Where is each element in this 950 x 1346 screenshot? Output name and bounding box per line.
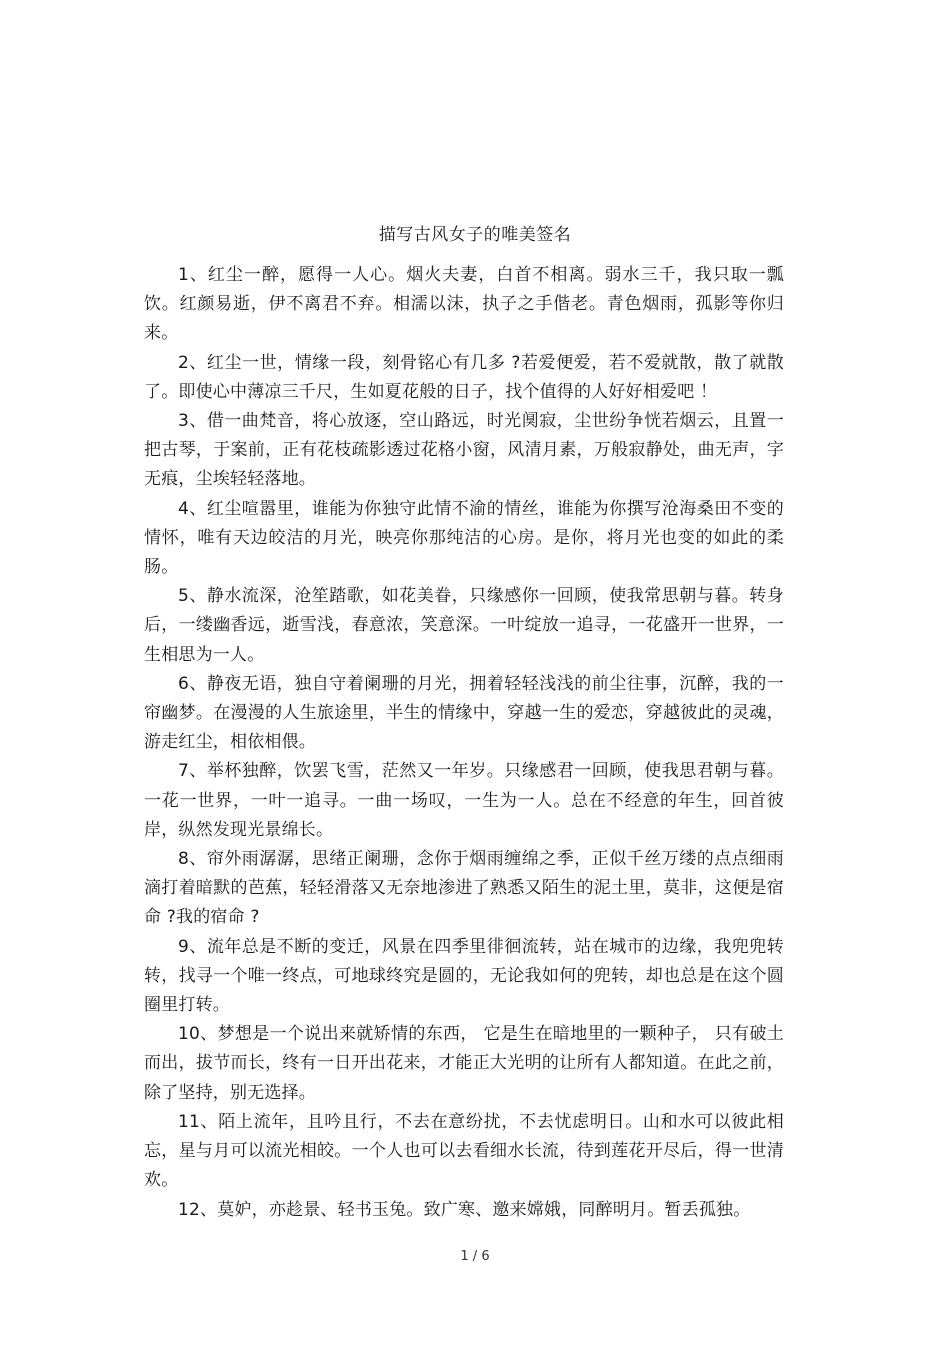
paragraph-12: 12、莫妒，亦趁景、轻书玉兔。致广寒、邀来嫦娥，同醉明月。暂丢孤独。 <box>178 1199 751 1220</box>
paragraph-7: 7、举杯独醉，饮罢飞雪，茫然又一年岁。只缘感君一回顾，使我思君朝与暮。一花一世界，一叶一追寻。一曲一场叹，一生为一人。总在不经意的年生，回首彼岸，纵然发现光景绵长。 <box>144 761 784 840</box>
paragraph-1: 1、红尘一醉，愿得一人心。烟火夫妻，白首不相离。弱水三千，我只取一瓢饮。红颜易逝，伊不离君不弃。相濡以沫，执子之手偕老。青色烟雨，孤影等你归来。 <box>144 265 784 344</box>
document-title: 描写古风女子的唯美签名 <box>378 225 572 245</box>
paragraph-11: 11、陌上流年，且吟且行，不去在意纷扰，不去忧虑明日。山和水可以彼此相忘，星与月可以流光相皎。一个人也可以去看细水长流，待到莲花开尽后，得一世清欢。 <box>144 1111 784 1191</box>
paragraph-9: 9、流年总是不断的变迁，风景在四季里徘徊流转，站在城市的边缘，我兜兜转转，找寻一个唯一终点，可地球终究是圆的，无论我如何的兜转，却也总是在这个圆圈里打转。 <box>144 936 784 1016</box>
paragraph-5: 5、静水流深，沧笙踏歌，如花美眷，只缘感你一回顾，使我常思朝与暮。转身后，一缕幽香远，逝雪浅，春意浓，笑意深。一叶绽放一追寻，一花盛开一世界，一生相思为一人。 <box>144 586 784 665</box>
paragraph-4: 4、红尘喧嚣里，谁能为你独守此情不渝的情丝，谁能为你撰写沧海桑田不变的情怀，唯有天边皎洁的月光，映亮你那纯洁的心房。是你，将月光也变的如此的柔肠。 <box>144 498 784 578</box>
document-body <box>144 261 784 1225</box>
paragraph-10: 10、梦想是一个说出来就矫情的东西， 它是生在暗地里的一颗种子， 只有破土而出，拔节而长，终有一日开出花来，才能正大光明的让所有人都知道。在此之前，除了坚持，别无选择。 <box>144 1024 784 1103</box>
page-number: 1 / 6 <box>460 1249 490 1264</box>
paragraph-3: 3、借一曲梵音，将心放逐，空山路远，时光阒寂，尘世纷争恍若烟云，且置一把古琴，于案前，正有花枝疏影透过花格小窗，风清月素，万般寂静处，曲无声，字无痕，尘埃轻轻落地。 <box>144 411 784 490</box>
paragraph-2: 2、红尘一世，情缘一段，刻骨铭心有几多 ?若爱便爱，若不爱就散，散了就散了。即使心中薄凉三千尺，生如夏花般的日子，找个值得的人好好相爱吧 ！ <box>144 352 784 402</box>
paragraph-8: 8、帘外雨潺潺，思绪正阑珊，念你于烟雨缠绵之季，正似千丝万缕的点点细雨滴打着暗默的芭蕉，轻轻滑落又无奈地渗进了熟悉又陌生的泥土里，莫非，这便是宿命 ?我的宿命 ? <box>144 849 784 928</box>
paragraph-6: 6、静夜无语，独自守着阑珊的月光，拥着轻轻浅浅的前尘往事，沉醉，我的一帘幽梦。在漫漫的人生旅途里，半生的情缘中，穿越一生的爱恋，穿越彼此的灵魂，游走红尘，相依相偎。 <box>144 673 784 753</box>
